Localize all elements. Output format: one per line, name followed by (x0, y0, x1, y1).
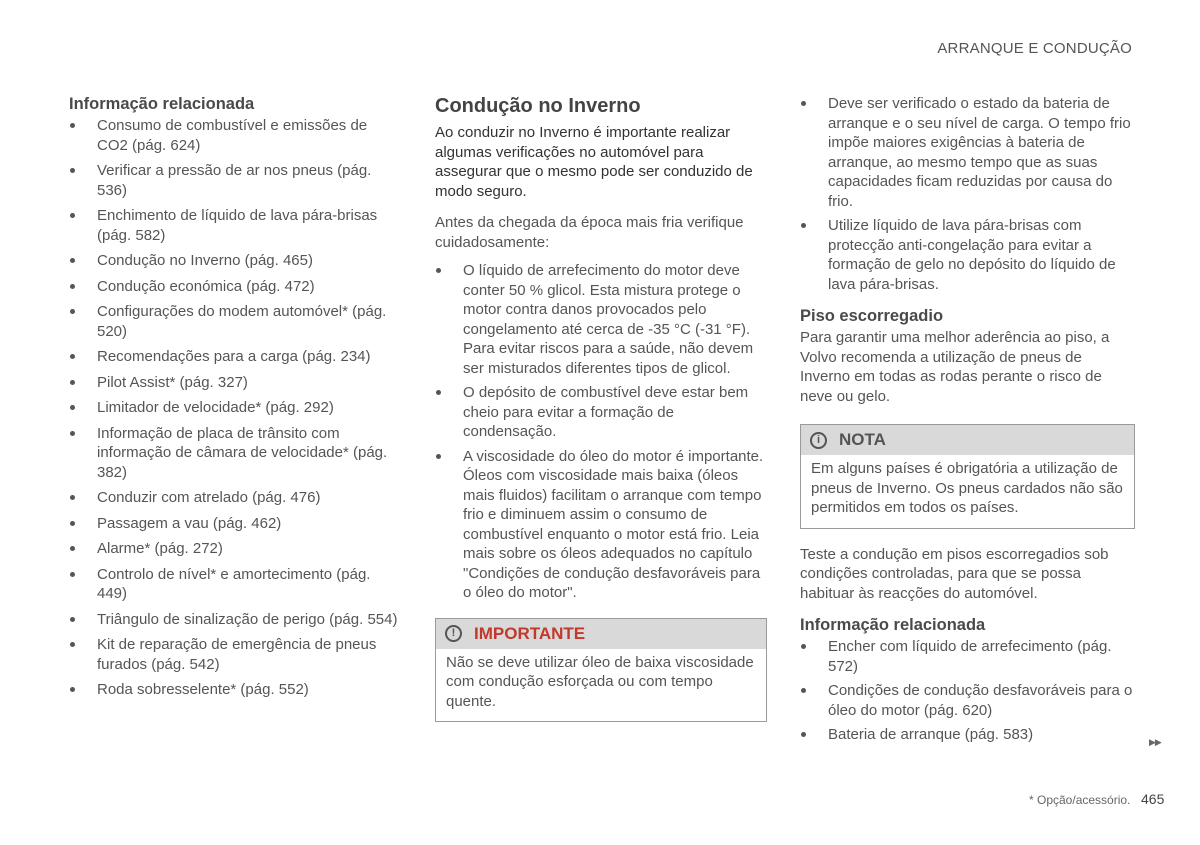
note-box-header (801, 425, 1134, 455)
list-item[interactable]: Conduzir com atrelado (pág. 476) (69, 488, 399, 508)
list-item[interactable]: Roda sobresselente* (pág. 552) (69, 680, 399, 700)
winter-check-list-continued (800, 94, 1135, 294)
test-driving-paragraph: Teste a condução em pisos escorregadios sob condições controladas, para que se possa habituar às reacções do automóvel. (800, 545, 1109, 602)
list-item[interactable]: Condução económica (pág. 472) (69, 277, 399, 297)
related-info-heading: Informação relacionada (69, 95, 255, 113)
check-paragraph: Antes da chegada da época mais fria verifique cuidadosamente: (435, 214, 744, 251)
column-winter-continued (800, 94, 1135, 750)
list-item: O depósito de combustível deve estar bem cheio para evitar a formação de condensação. (435, 383, 767, 442)
list-item[interactable]: Consumo de combustível e emissões de CO2 (pág. 624) (69, 116, 399, 155)
note-label: NOTA (839, 430, 886, 449)
exclamation-icon: ! (445, 625, 462, 642)
column-winter-driving (435, 94, 767, 722)
list-item[interactable]: Triângulo de sinalização de perigo (pág. 554) (69, 610, 399, 630)
section-title: ARRANQUE E CONDUÇÃO (937, 40, 1132, 57)
slippery-road-heading: Piso escorregadio (800, 307, 944, 325)
list-item[interactable]: Recomendações para a carga (pág. 234) (69, 347, 399, 367)
list-item[interactable]: Informação de placa de trânsito com informação de câmara de velocidade* (pág. 382) (69, 424, 399, 483)
related-info-list (69, 116, 399, 700)
list-item[interactable]: Encher com líquido de arrefecimento (pág. 572) (800, 637, 1135, 676)
list-item: O líquido de arrefecimento do motor deve conter 50 % glicol. Esta mistura protege o motor contra danos provocados pelo congelamento até cerca de -35 °C (-31 °F). Para evitar riscos para a saúde, não devem ser misturados diferentes tipos de glicol. (435, 261, 767, 378)
double-arrow-right-icon: ▶▶ (1149, 737, 1161, 747)
page-number: 465 (1141, 791, 1165, 807)
related-info-heading: Informação relacionada (800, 616, 986, 634)
section-heading: Condução no Inverno (435, 95, 641, 117)
related-info-list (800, 637, 1135, 745)
info-icon: i (810, 432, 827, 449)
column-related-info (69, 94, 399, 706)
important-label: IMPORTANTE (474, 623, 586, 643)
important-box (435, 618, 767, 723)
important-box-header (436, 619, 766, 649)
list-item[interactable]: Condução no Inverno (pág. 465) (69, 251, 399, 271)
winter-check-list (435, 261, 767, 603)
note-text: Em alguns países é obrigatória a utilização de pneus de Inverno. Os pneus cardados não são permitidos em todos os países. (811, 460, 1123, 516)
list-item: Deve ser verificado o estado da bateria de arranque e o seu nível de carga. O tempo frio impõe maiores exigências à bateria de arranque, ao mesmo tempo que as suas capacidades ficam reduzidas por causa do frio. (800, 94, 1135, 211)
list-item[interactable]: Enchimento de líquido de lava pára-brisas (pág. 582) (69, 206, 399, 245)
list-item[interactable]: Bateria de arranque (pág. 583) (800, 725, 1135, 745)
intro-paragraph: Ao conduzir no Inverno é importante realizar algumas verificações no automóvel para assegurar que o mesmo pode ser conduzido de modo seguro. (435, 124, 753, 200)
list-item[interactable]: Limitador de velocidade* (pág. 292) (69, 398, 399, 418)
list-item: A viscosidade do óleo do motor é importante. Óleos com viscosidade mais baixa (óleos mais fluidos) facilitam o arranque com tempo frio e diminuem assim o consumo de combustível enquanto o motor está frio. Leia mais sobre os óleos adequados no capítulo "Condições de condução desfavoráveis para o óleo do motor". (435, 447, 767, 603)
list-item[interactable]: Kit de reparação de emergência de pneus furados (pág. 542) (69, 635, 399, 674)
list-item[interactable]: Passagem a vau (pág. 462) (69, 514, 399, 534)
list-item[interactable]: Pilot Assist* (pág. 327) (69, 373, 399, 393)
list-item: Utilize líquido de lava pára-brisas com protecção anti-congelação para evitar a formação de gelo no depósito do líquido de lava pára-brisas. (800, 216, 1135, 294)
slippery-road-paragraph: Para garantir uma melhor aderência ao piso, a Volvo recomenda a utilização de pneus de Inverno em todas as rodas perante o risco de neve ou gelo. (800, 329, 1110, 405)
list-item[interactable]: Condições de condução desfavoráveis para o óleo do motor (pág. 620) (800, 681, 1135, 720)
list-item[interactable]: Verificar a pressão de ar nos pneus (pág. 536) (69, 161, 399, 200)
footer-note: * Opção/acessório. (1029, 793, 1131, 807)
note-box (800, 424, 1135, 529)
list-item[interactable]: Alarme* (pág. 272) (69, 539, 399, 559)
important-text: Não se deve utilizar óleo de baixa viscosidade com condução esforçada ou com tempo quente. (446, 653, 754, 710)
list-item[interactable]: Configurações do modem automóvel* (pág. 520) (69, 302, 399, 341)
list-item[interactable]: Controlo de nível* e amortecimento (pág. 449) (69, 565, 399, 604)
